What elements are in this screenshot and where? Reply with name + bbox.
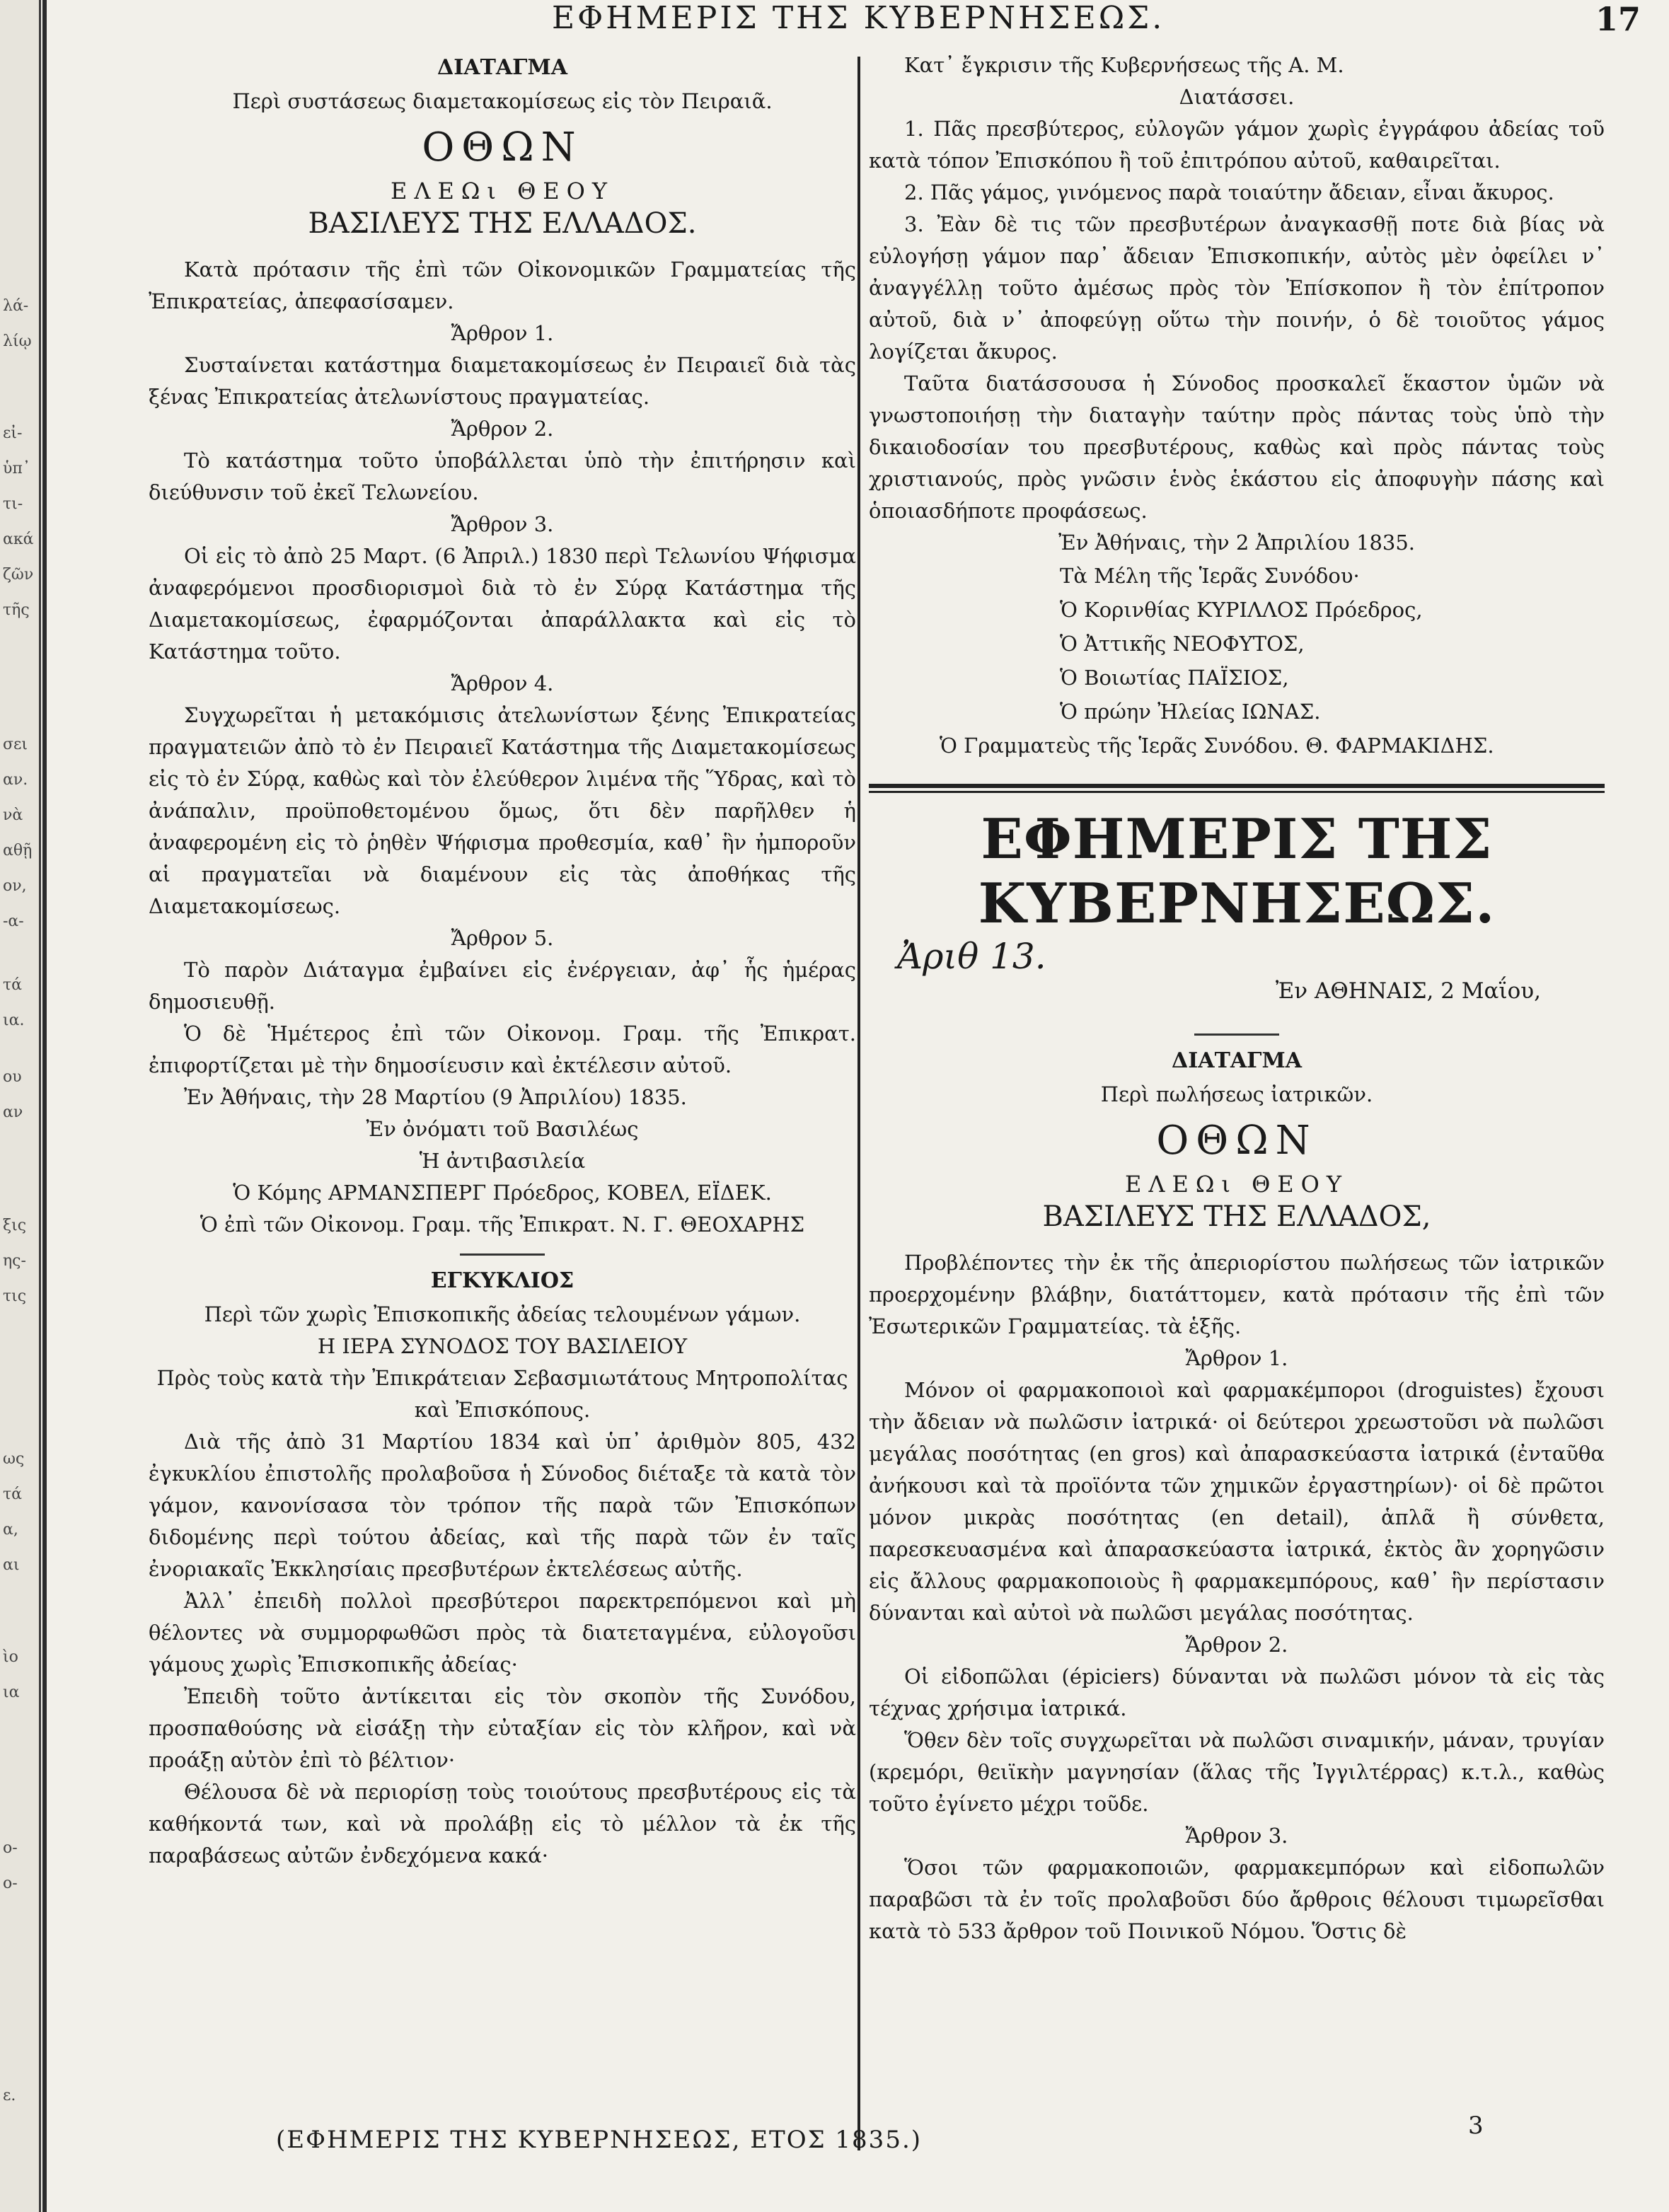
article-heading: Ἄρθρον 2. xyxy=(1185,1633,1288,1657)
synod-signatures xyxy=(869,559,1605,729)
addressees: Πρὸς τοὺς κατὰ τὴν Ἐπικράτειαν Σεβασμιωτάτους Μητροπολίτας καὶ Ἐπισκόπους. xyxy=(156,1366,848,1422)
signature: Ὁ Ἀττικῆς ΝΕΟΦΥΤΟΣ, xyxy=(1060,632,1305,656)
article-text: Οἱ εἰς τὸ ἀπὸ 25 Μαρτ. (6 Ἀπριλ.) 1830 περὶ Τελωνίου Ψήφισμα ἀναφερόμενοι προσδιορισμοὶ διὰ τὸ ἐν Σύρᾳ Κατάστημα τῆς Διαμετακομίσεως, ἐφαρμόζονται ἀπαράλλακτα καὶ εἰς τὸ Κατάστημα τοῦτο. xyxy=(149,544,856,664)
article-heading: Ἄρθρον 1. xyxy=(1185,1346,1288,1370)
king-title: ΒΑΣΙΛΕΥΣ ΤΗΣ ΕΛΛΑΔΟΣ, xyxy=(1042,1200,1431,1233)
signature: Ὁ πρώην Ἠλείας ΙΩΝΑΣ. xyxy=(1060,700,1321,724)
issue-info xyxy=(869,936,1605,1021)
king-title: ΒΑΣΙΛΕΥΣ ΤΗΣ ΕΛΛΑΔΟΣ. xyxy=(308,207,697,240)
orders-heading: Διατάσσει. xyxy=(1179,85,1295,109)
column-divider xyxy=(857,57,860,2150)
decree-subject: Περὶ πωλήσεως ἰατρικῶν. xyxy=(1100,1082,1373,1106)
date-line: Ἐν Ἀθήναις, τὴν 28 Μαρτίου (9 Ἀπριλίου) 1835. xyxy=(184,1085,687,1109)
article-heading: Ἄρθρον 5. xyxy=(451,926,554,950)
masthead: ΕΦΗΜΕΡΙΣ ΤΗΣ ΚΥΒΕΡΝΗΣΕΩΣ. xyxy=(978,807,1496,936)
circular-subject: Περὶ τῶν χωρὶς Ἐπισκοπικῆς ἀδείας τελουμένων γάμων. xyxy=(204,1302,801,1326)
closing-paragraph: Ταῦτα διατάσσουσα ἡ Σύνοδος προσκαλεῖ ἕκαστον ὑμῶν νὰ γνωστοποιήσῃ τὴν διαταγὴν ταύτην πρὸς πάντας τοὺς ὑπὸ τὴν δικαιοδοσίαν του πρεσβυτέρους, καθὼς καὶ πρὸς πάντας τοὺς χριστιανούς, πρὸς γνῶσιν ἑνὸς ἑκάστου εἰς ἀποφυγὴν πάσης καὶ ὁποιασδήποτε προφάσεως. xyxy=(869,371,1605,523)
order-item: 2. Πᾶς γάμος, γινόμενος παρὰ τοιαύτην ἄδειαν, εἶναι ἄκυρος. xyxy=(904,180,1554,204)
circular-title: ΕΓΚΥΚΛΙΟΣ xyxy=(430,1268,574,1293)
article-heading: Ἄρθρον 3. xyxy=(451,512,554,536)
signature: Ὁ Κορινθίας ΚΥΡΙΛΛΟΣ Πρόεδρος, xyxy=(1060,598,1423,622)
article-heading: Ἄρθρον 2. xyxy=(451,417,554,441)
members-label: Τὰ Μέλη τῆς Ἱερᾶς Συνόδου· xyxy=(1060,564,1360,588)
signature: Ὁ Βοιωτίας ΠΑΪΣΙΟΣ, xyxy=(1060,666,1289,690)
preamble: Προβλέποντες τὴν ἐκ τῆς ἀπεριορίστου πωλήσεως τῶν ἰατρικῶν προερχομένην βλάβην, διατάττομεν, κατὰ πρότασιν τῆς ἐπὶ τῶν Ἐσωτερικῶν Γραμματείας. τὰ ἑξῆς. xyxy=(869,1251,1605,1338)
sheet-number: 3 xyxy=(1468,2112,1484,2140)
regency-signatures: Ὁ Κόμης ΑΡΜΑΝΣΠΕΡΓ Πρόεδρος, ΚΟΒΕΛ, ΕΪΔΕΚ. xyxy=(233,1181,772,1205)
right-column xyxy=(869,50,1605,1947)
article-text: Συγχωρεῖται ἡ μετακόμισις ἀτελωνίστων ξένης Ἐπικρατείας πραγματειῶν ἀπὸ τὸ ἐν Πειραιεῖ Κατάστημα τῆς Διαμετακομίσεως εἰς τὸ ἐν Σύρᾳ, καθὼς καὶ τὸν ἐλεύθερον λιμένα τῆς Ὕδρας, καὶ τὸ ἀνάπαλιν, προϋποθετομένου ὅμως, ὅτι δὲν παρῆλθεν ἡ ἀναφερομένη εἰς τὸ ῥηθὲν Ψήφισμα προθεσμία, καθ᾽ ἣν ἠμποροῦν αἱ πραγματεῖαι νὰ διαμένουν εἰς τὰς ἀποθήκας τῆς Διαμετακομίσεως. xyxy=(149,703,856,918)
decree-subject: Περὶ συστάσεως διαμετακομίσεως εἰς τὸν Πειραιᾶ. xyxy=(232,89,773,113)
secretary-signature: Ὁ Γραμματεὺς τῆς Ἱερᾶς Συνόδου. Θ. ΦΑΡΜΑΚΙΔΗΣ. xyxy=(940,734,1494,758)
article-text: Ὅθεν δὲν τοῖς συγχωρεῖται νὰ πωλῶσι σιναμικήν, μάναν, τρυγίαν (κρεμόρι, θειϊκὴν μαγνησίαν (ἅλας τῆς Ἰγγιλτέρρας) κ.τ.λ., καθὼς τοῦτο ἐγίνετο μέχρι τοῦδε. xyxy=(869,1728,1605,1816)
thin-rule xyxy=(869,791,1605,793)
approval-line: Κατ᾽ ἔγκρισιν τῆς Κυβερνήσεως τῆς Α. Μ. xyxy=(904,53,1344,77)
article-text: Τὸ παρὸν Διάταγμα ἐμβαίνει εἰς ἐνέργειαν, ἀφ᾽ ἧς ἡμέρας δημοσιευθῇ. xyxy=(149,958,856,1014)
minister-signature: Ὁ ἐπὶ τῶν Οἰκονομ. Γραμ. τῆς Ἐπικρατ. Ν. Γ. ΘΕΟΧΑΡΗΣ xyxy=(200,1212,805,1237)
synod-date: Ἐν Ἀθήναις, τὴν 2 Ἀπριλίου 1835. xyxy=(1058,531,1416,555)
circular-paragraph: Θέλουσα δὲ νὰ περιορίσῃ τοὺς τοιούτους πρεσβυτέρους εἰς τὰ καθήκοντά των, καὶ νὰ προλάβῃ εἰς τὸ μέλλον τὰ ἐκ τῆς παραβάσεως αὐτῶν ἐνδεχόμενα κακά· xyxy=(149,1780,856,1868)
order-item: 3. Ἐὰν δὲ τις τῶν πρεσβυτέρων ἀναγκασθῇ ποτε διὰ βίας νὰ εὐλογήσῃ γάμον παρ᾽ ἄδειαν Ἐπισκοπικήν, αὐτὸς μὲν ὀφείλει ν᾽ ἀναγγέλλῃ τοῦτο ἀμέσως πρὸς τὸν Ἐπίσκοπον ἢ τὸν ἐπίτροπον αὐτοῦ, διὰ ν᾽ ἀποφεύγῃ οὕτω τὴν ποινήν, ὁ δὲ τοιοῦτος γάμος λογίζεται ἄκυρος. xyxy=(869,212,1605,364)
section-separator xyxy=(1194,1033,1279,1036)
regency-label: Ἡ ἀντιβασιλεία xyxy=(419,1149,586,1173)
in-name-of-king: Ἐν ὀνόματι τοῦ Βασιλέως xyxy=(366,1117,639,1141)
heavy-rule xyxy=(869,784,1605,788)
left-column xyxy=(149,50,856,1872)
binding-line xyxy=(42,0,47,2212)
article-text: Οἱ εἰδοπῶλαι (épiciers) δύνανται νὰ πωλῶσι μόνον τὰ εἰς τὰς τέχνας χρήσιμα ἰατρικά. xyxy=(869,1664,1605,1720)
issue-date: Ἐν ΑΘΗΝΑΙΣ, 2 Μαΐου, xyxy=(1275,978,1541,1004)
footer-issue-line: (ΕΦΗΜΕΡΙΣ ΤΗΣ ΚΥΒΕΡΝΗΣΕΩΣ, ΕΤΟΣ 1835.) xyxy=(276,2126,923,2154)
page-number: 17 xyxy=(1595,0,1641,38)
decree-title: ΔΙΑΤΑΓΜΑ xyxy=(437,55,567,80)
king-name: ΟΘΩΝ xyxy=(422,125,583,170)
preamble: Κατὰ πρότασιν τῆς ἐπὶ τῶν Οἰκονομικῶν Γραμματείας τῆς Ἐπικρατείας, ἀπεφασίσαμεν. xyxy=(149,257,856,313)
by-grace-of-god: ΕΛΕΩι ΘΕΟΥ xyxy=(390,178,615,204)
left-margin-strip: λά- λίῳ εἰ- ὑπ᾽ τι- ακά ζῶν τῆς σει αν. νὰ αθῇ ον, -α- τά ια. ου αν ξις ης- τις ως τά α, αι ὶο ια ο- ο- ε. xyxy=(0,0,41,2212)
article-text: Ὅσοι τῶν φαρμακοποιῶν, φαρμακεμπόρων καὶ εἰδοπωλῶν παραβῶσι τὰ ἐν τοῖς προλαβοῦσι δύο ἄρθροις θέλουσι τιμωρεῖσθαι κατὰ τὸ 533 ἄρθρον τοῦ Ποινικοῦ Νόμου. Ὅστις δὲ xyxy=(869,1855,1605,1943)
decree-title: ΔΙΑΤΑΓΜΑ xyxy=(1172,1048,1302,1073)
by-grace-of-god: ΕΛΕΩι ΘΕΟΥ xyxy=(1124,1171,1349,1198)
circular-paragraph: Διὰ τῆς ἀπὸ 31 Μαρτίου 1834 καὶ ὑπ᾽ ἀριθμὸν 805, 432 ἐγκυκλίου ἐπιστολῆς προλαβοῦσα ἡ Σύνοδος διέταξε τὰ κατὰ τὸν γάμον, κανονίσασα τὸν τρόπον τῆς παρὰ τῶν Ἐπισκόπων διδομένης περὶ τούτου ἀδείας, καὶ τῆς παρὰ τῶν ἐν ταῖς ἐνοριακαῖς Ἐκκλησίαις πρεσβυτέρων ἐκτελέσεως αὐτῆς. xyxy=(149,1430,856,1581)
article-text: Τὸ κατάστημα τοῦτο ὑποβάλλεται ὑπὸ τὴν ἐπιτήρησιν καὶ διεύθυνσιν τοῦ ἐκεῖ Τελωνείου. xyxy=(149,448,856,504)
king-name: ΟΘΩΝ xyxy=(1156,1118,1317,1164)
article-heading: Ἄρθρον 4. xyxy=(451,671,554,695)
article-heading: Ἄρθρον 1. xyxy=(451,321,554,345)
execution-clause: Ὁ δὲ Ἡμέτερος ἐπὶ τῶν Οἰκονομ. Γραμ. τῆς Ἐπικρατ. ἐπιφορτίζεται μὲ τὴν δημοσίευσιν καὶ ἐκτέλεσιν αὐτοῦ. xyxy=(149,1021,856,1077)
circular-paragraph: Ἀλλ᾽ ἐπειδὴ πολλοὶ πρεσβύτεροι παρεκτρεπόμενοι καὶ μὴ θέλοντες νὰ συμμορφωθῶσι πρὸς τὰ διατεταγμένα, εὐλογοῦσι γάμους χωρὶς Ἐπισκοπικῆς ἀδείας· xyxy=(149,1589,856,1677)
issue-number: Ἀριθ 13. xyxy=(897,936,1046,977)
section-separator xyxy=(460,1253,545,1256)
running-header: ΕΦΗΜΕΡΙΣ ΤΗΣ ΚΥΒΕΡΝΗΣΕΩΣ. xyxy=(552,0,1165,36)
synod-title: Η ΙΕΡΑ ΣΥΝΟΔΟΣ ΤΟΥ ΒΑΣΙΛΕΙΟΥ xyxy=(317,1334,688,1358)
circular-paragraph: Ἐπειδὴ τοῦτο ἀντίκειται εἰς τὸν σκοπὸν τῆς Συνόδου, προσπαθούσης νὰ εἰσάξῃ τὴν εὐταξίαν εἰς τὸν κλῆρον, καὶ νὰ προάξῃ αὐτὸν ἐπὶ τὸ βέλτιον· xyxy=(149,1684,856,1772)
article-text: Μόνον οἱ φαρμακοποιοὶ καὶ φαρμακέμποροι (droguistes) ἔχουσι τὴν ἄδειαν νὰ πωλῶσιν ἰατρικά· οἱ δεύτεροι χρεωστοῦσι νὰ πωλῶσι μεγάλας ποσότητας (en gros) καὶ ἀπαρασκεύαστα ἰατρικά (ἐνταῦθα ἀνήκουσι καὶ τὰ προϊόντα τῶν χημικῶν ἐργαστηρίων)· οἱ δὲ πρῶτοι μόνον μικρὰς ποσότητας (en detail), ἁπλᾶ ἢ σύνθετα, παρεσκευασμένα καὶ ἀπαρασκεύαστα ἰατρικά, ἐκτὸς ἂν χορηγῶσιν εἰς ἄλλους φαρμακοποιοὺς ἢ φαρμακεμπόρους, καθ᾽ ἣν περίστασιν δύνανται καὶ αὐτοὶ νὰ πωλῶσι μεγάλας ποσότητας. xyxy=(869,1378,1605,1625)
order-item: 1. Πᾶς πρεσβύτερος, εὐλογῶν γάμον χωρὶς ἐγγράφου ἀδείας τοῦ κατὰ τόπον Ἐπισκόπου ἢ τοῦ ἐπιτρόπου αὐτοῦ, καθαιρεῖται. xyxy=(869,117,1605,173)
article-text: Συσταίνεται κατάστημα διαμετακομίσεως ἐν Πειραιεῖ διὰ τὰς ξένας Ἐπικρατείας ἀτελωνίστους πραγματείας. xyxy=(149,353,856,409)
article-heading: Ἄρθρον 3. xyxy=(1185,1824,1288,1848)
